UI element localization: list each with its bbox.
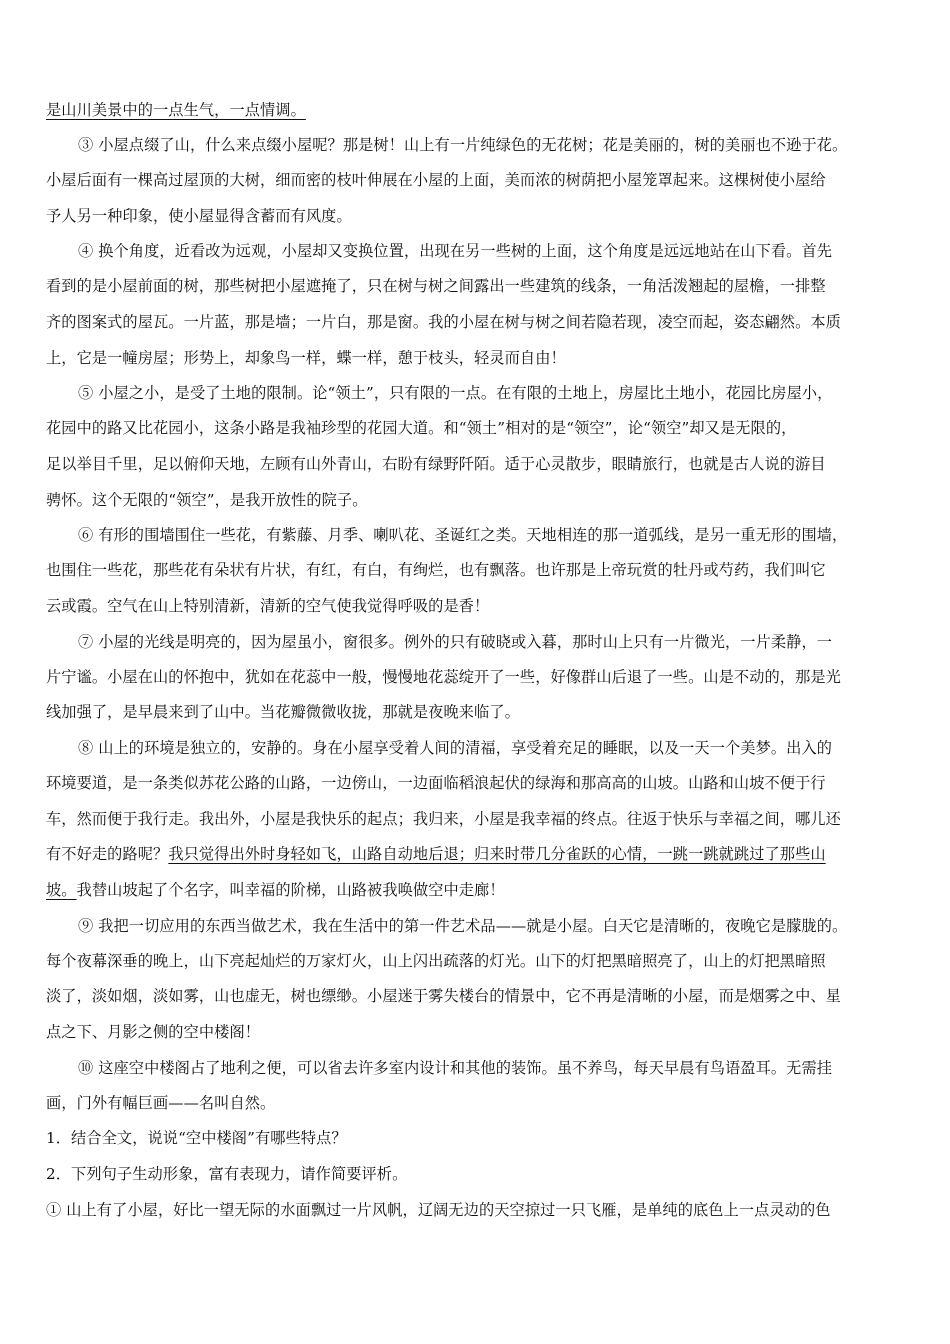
text-run: 看到的是小屋前面的树，那些树把小屋遮掩了，只在树与树之间露出一些建筑的线条，一角活泼翘起的屋檐，一排整 <box>46 277 826 295</box>
text-run: 足以举目千里，足以俯仰天地，左顾有山外青山，右盼有绿野阡陌。适于心灵散步，眼睛旅行，也就是古人说的游目 <box>46 455 826 473</box>
text-run: ⑧ 山上的环境是独立的，安静的。身在小屋享受着人间的清福，享受着充足的睡眠，以及一天一个美梦。出入的 <box>78 739 833 757</box>
text-run: ③ 小屋点缀了山，什么来点缀小屋呢？那是树！山上有一片纯绿色的无花树；花是美丽的，树的美丽也不逊于花。 <box>78 136 848 154</box>
line-24 <box>46 947 826 975</box>
line-25 <box>46 982 841 1010</box>
text-run: 骋怀。这个无限的“领空”，是我开放性的院子。 <box>46 491 368 509</box>
text-run: 花园中的路又比花园小，这条小路是我袖珍型的花园大道。和“领土”相对的是“领空”，论“领空”却又是无限的， <box>46 419 797 437</box>
line-13 <box>46 556 826 584</box>
line-1 <box>46 131 847 159</box>
line-22 <box>46 876 505 904</box>
underlined-text-run: 坡。 <box>46 881 77 899</box>
text-run: 淡了，淡如烟，淡如雾，山也虚无，树也缥缈。小屋迷于雾失楼台的情景中，它不再是清晰的小屋，而是烟雾之中、星 <box>46 987 841 1005</box>
line-26 <box>46 1018 260 1046</box>
text-run: ① 山上有了小屋，好比一望无际的水面飘过一片风帆，辽阔无边的天空掠过一只飞雁，是单纯的底色上一点灵动的色 <box>46 1201 831 1219</box>
line-9 <box>46 414 796 442</box>
question-2 <box>46 1160 407 1188</box>
text-run: 线加强了，是早晨来到了山中。当花瓣微微收拢，那就是夜晚来临了。 <box>46 703 520 721</box>
text-run: 片宁谧。小屋在山的怀抱中，犹如在花蕊中一般，慢慢地花蕊绽开了一些，好像群山后退了一些。山是不动的，那是光 <box>46 668 841 686</box>
text-run: ⑤ 小屋之小，是受了土地的限制。论“领土”，只有限的一点。在有限的土地上，房屋比土地小，花园比房屋小， <box>78 384 833 402</box>
text-run: 环境要道，是一条类似苏花公路的山路，一边傍山，一边面临稻浪起伏的绿海和那高高的山坡。山路和山坡不便于行 <box>46 774 826 792</box>
text-run: 小屋后面有一棵高过屋顶的大树，细而密的枝叶伸展在小屋的上面，美而浓的树荫把小屋笼罩起来。这棵树使小屋给 <box>46 171 826 189</box>
text-run: ⑥ 有形的围墙围住一些花，有紫藤、月季、喇叭花、圣诞红之类。天地相连的那一道弧线，是另一重无形的围墙， <box>78 526 848 544</box>
line-4 <box>46 237 832 265</box>
line-28 <box>46 1089 275 1117</box>
text-run: ⑨ 我把一切应用的东西当做艺术，我在生活中的第一件艺术品——就是小屋。白天它是清晰的，夜晚它是朦胧的。 <box>78 917 848 935</box>
line-3 <box>46 202 352 230</box>
line-23 <box>46 912 847 940</box>
text-run: 有不好走的路呢？ <box>46 845 169 863</box>
line-14 <box>46 592 489 620</box>
line-7 <box>46 344 566 372</box>
line-8 <box>46 379 832 407</box>
text-run: 上，它是一幢房屋；形势上，却象鸟一样，蝶一样，憩于枝头，轻灵而自由！ <box>46 349 566 367</box>
line-11 <box>46 486 367 514</box>
text-run: ⑦ 小屋的光线是明亮的，因为屋虽小，窗很多。例外的只有破晓或入暮，那时山上只有一片微光，一片柔静，一 <box>78 633 833 651</box>
line-12 <box>46 521 847 549</box>
text-run: 1．结合全文，说说“空中楼阁”有哪些特点？ <box>46 1129 347 1147</box>
line-27 <box>46 1054 832 1082</box>
line-2 <box>46 166 826 194</box>
line-18 <box>46 734 832 762</box>
line-17 <box>46 698 520 726</box>
text-run: 2．下列句子生动形象，富有表现力，请作简要评析。 <box>46 1165 408 1183</box>
line-15 <box>46 628 832 656</box>
line-20 <box>46 805 841 833</box>
text-run: 是山川美景中的一点生气，一点情调。 <box>46 101 306 119</box>
line-21 <box>46 840 826 868</box>
text-run: 也围住一些花，那些花有朵状有片状，有红，有白，有绚烂，也有飘落。也许那是上帝玩赏的牡丹或芍药，我们叫它 <box>46 561 826 579</box>
text-run: 我替山坡起了个名字，叫幸福的阶梯，山路被我唤做空中走廊！ <box>76 881 505 899</box>
text-run: 云或霞。空气在山上特别清新，清新的空气使我觉得呼吸的是香！ <box>46 597 490 615</box>
text-run: ④ 换个角度，近看改为远观，小屋却又变换位置，出现在另一些树的上面，这个角度是远远地站在山下看。首先 <box>78 242 833 260</box>
line-5 <box>46 272 826 300</box>
text-run: 点之下、月影之侧的空中楼阁！ <box>46 1023 261 1041</box>
line-16 <box>46 663 841 691</box>
text-run: 车，然而便于我行走。我出外，小屋是我快乐的起点；我归来，小屋是我幸福的终点。往返于快乐与幸福之间，哪儿还 <box>46 810 841 828</box>
line-19 <box>46 769 826 797</box>
text-run: ⑩ 这座空中楼阁占了地利之便，可以省去许多室内设计和其他的装饰。虽不养鸟，每天早晨有鸟语盈耳。无需挂 <box>78 1059 833 1077</box>
line-0 <box>46 96 306 124</box>
line-6 <box>46 308 841 336</box>
text-run: 齐的图案式的屋瓦。一片蓝，那是墙；一片白，那是窗。我的小屋在树与树之间若隐若现，凌空而起，姿态翩然。本质 <box>46 313 841 331</box>
line-10 <box>46 450 826 478</box>
text-run: 画，门外有幅巨画——名叫自然。 <box>46 1094 276 1112</box>
question-1 <box>46 1124 347 1152</box>
question-2-item-1 <box>46 1196 831 1224</box>
underlined-text-run: 我只觉得出外时身轻如飞，山路自动地后退；归来时带几分雀跃的心情，一跳一跳就跳过了那些山 <box>168 845 826 863</box>
text-run: 每个夜幕深垂的晚上，山下亮起灿烂的万家灯火，山上闪出疏落的灯光。山下的灯把黑暗照亮了，山上的灯把黑暗照 <box>46 952 826 970</box>
text-run: 予人另一种印象，使小屋显得含蓄而有风度。 <box>46 207 352 225</box>
